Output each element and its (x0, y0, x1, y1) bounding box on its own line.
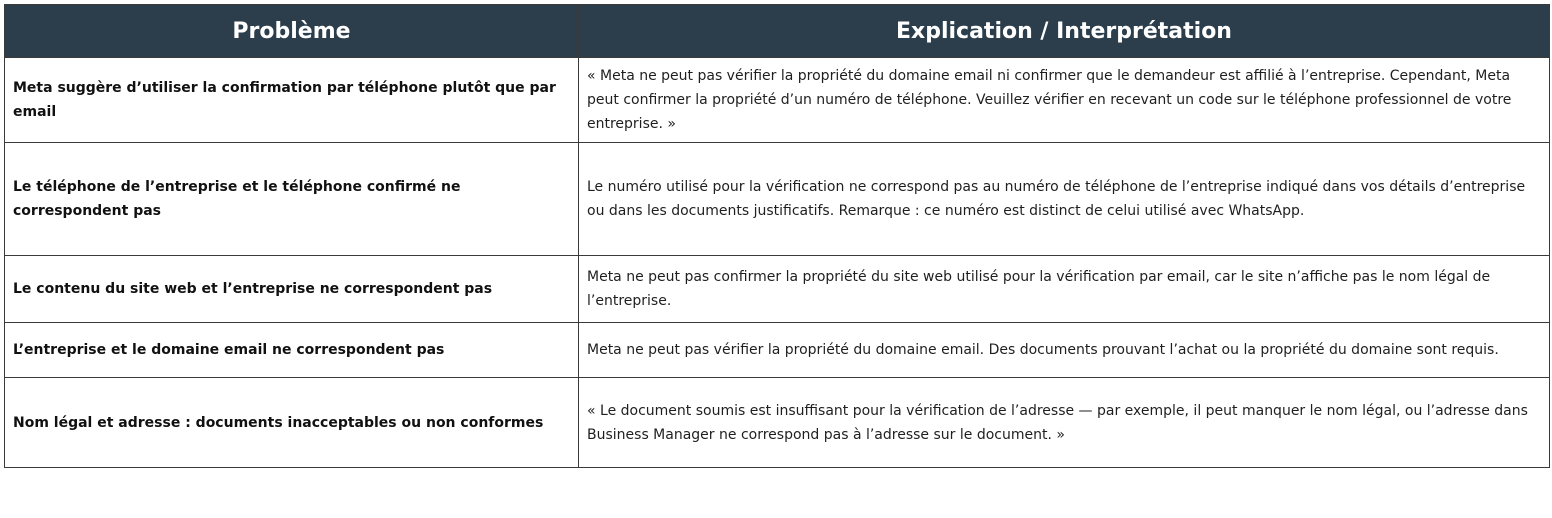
table-row (5, 143, 1550, 256)
table-body (5, 58, 1550, 468)
explanation-cell: Meta ne peut pas vérifier la propriété du domaine email. Des documents prouvant l’achat ou la propriété du domaine sont requis. (579, 323, 1550, 378)
header-row (5, 5, 1550, 58)
explanation-cell: Meta ne peut pas confirmer la propriété du site web utilisé pour la vérification par email, car le site n’affiche pas le nom légal de l’entreprise. (579, 256, 1550, 323)
explanation-cell: Le numéro utilisé pour la vérification ne correspond pas au numéro de téléphone de l’entreprise indiqué dans vos détails d’entreprise ou dans les documents justificatifs. Remarque : ce numéro est distinct de celui utilisé avec WhatsApp. (579, 143, 1550, 256)
header-explanation: Explication / Interprétation (579, 5, 1550, 58)
explanation-cell: « Meta ne peut pas vérifier la propriété du domaine email ni confirmer que le demandeur est affilié à l’entreprise. Cependant, Meta peut confirmer la propriété d’un numéro de téléphone. Veuillez vérifier en recevant un code sur le téléphone professionnel de votre entreprise. » (579, 58, 1550, 143)
table-row (5, 256, 1550, 323)
problem-cell: L’entreprise et le domaine email ne correspondent pas (5, 323, 579, 378)
table-row (5, 378, 1550, 468)
explanation-cell: « Le document soumis est insuffisant pour la vérification de l’adresse — par exemple, il peut manquer le nom légal, ou l’adresse dans Business Manager ne correspond pas à l’adresse sur le document. » (579, 378, 1550, 468)
table-row (5, 58, 1550, 143)
header-problem: Problème (5, 5, 579, 58)
issues-table (4, 4, 1550, 468)
problem-cell: Nom légal et adresse : documents inacceptables ou non conformes (5, 378, 579, 468)
table-row (5, 323, 1550, 378)
problem-cell: Le contenu du site web et l’entreprise ne correspondent pas (5, 256, 579, 323)
problem-cell: Meta suggère d’utiliser la confirmation par téléphone plutôt que par email (5, 58, 579, 143)
problem-cell: Le téléphone de l’entreprise et le téléphone confirmé ne correspondent pas (5, 143, 579, 256)
table-header (5, 5, 1550, 58)
